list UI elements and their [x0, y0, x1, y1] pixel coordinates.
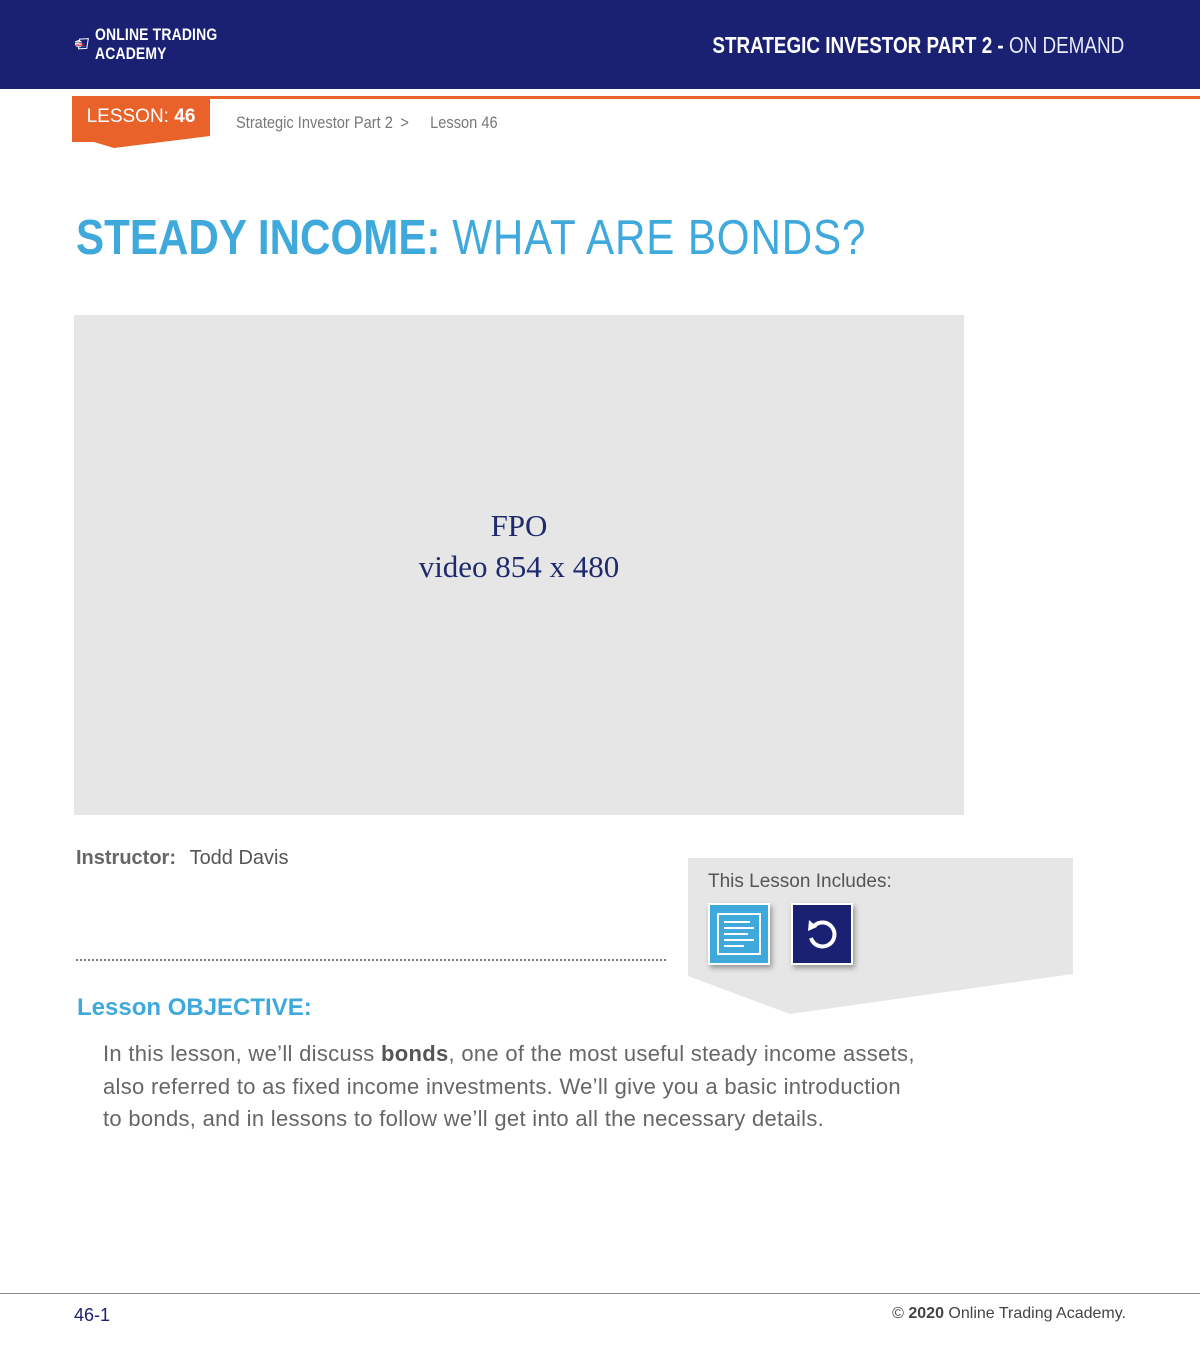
video-placeholder-text	[74, 505, 964, 587]
course-title-light: ON DEMAND	[1008, 32, 1124, 58]
objective-text-start: In this lesson, we’ll discuss	[103, 1041, 381, 1066]
breadcrumb-item-lesson[interactable]: Lesson 46	[430, 113, 498, 132]
page-number: 46-1	[74, 1305, 111, 1325]
course-title-bold: STRATEGIC INVESTOR PART 2 -	[712, 32, 1004, 58]
breadcrumb-separator: >	[400, 113, 409, 132]
page-title	[76, 208, 866, 268]
logo-text	[95, 25, 217, 63]
lesson-number: 46	[174, 106, 196, 127]
video-placeholder-line-1: FPO	[490, 508, 548, 543]
lesson-label: LESSON:	[86, 106, 169, 127]
notes-icon[interactable]	[708, 903, 770, 965]
course-title	[712, 30, 1124, 60]
video-placeholder-line-2: video 854 x 480	[418, 549, 620, 584]
instructor-label: Instructor:	[76, 847, 176, 869]
copyright-owner: Online Trading Academy.	[948, 1305, 1126, 1322]
orange-divider	[209, 96, 1200, 99]
dotted-divider	[76, 959, 666, 961]
lesson-includes-panel	[688, 858, 1073, 1014]
objective-text-bold: bonds	[381, 1041, 449, 1066]
video-placeholder[interactable]	[74, 315, 964, 815]
objective-heading: Lesson OBJECTIVE:	[77, 994, 312, 1021]
logo-line-2: ACADEMY	[94, 44, 167, 63]
copyright-symbol: ©	[892, 1305, 904, 1322]
lesson-tab-text	[72, 106, 210, 128]
page-title-bold: STEADY INCOME:	[76, 211, 441, 265]
objective-text	[103, 1038, 923, 1136]
page-title-light: WHAT ARE BONDS?	[452, 211, 867, 265]
instructor-name: Todd Davis	[189, 847, 289, 869]
logo-line-1: ONLINE TRADING	[94, 25, 218, 44]
copyright	[892, 1305, 1126, 1323]
copyright-year: 2020	[908, 1305, 944, 1322]
objective-text-end: , one of the most useful steady income assets, also referred to as fixed income investments. We’ll give you a basic introduction to bonds, and in lessons to follow we’ll get into all the necessary details.	[103, 1041, 915, 1131]
footer-divider	[0, 1293, 1200, 1294]
academy-logo-icon	[74, 21, 89, 67]
header-bar	[0, 0, 1200, 89]
breadcrumb	[236, 113, 498, 133]
instructor	[76, 847, 289, 870]
replay-icon[interactable]	[791, 903, 853, 965]
breadcrumb-item-course[interactable]: Strategic Investor Part 2	[236, 113, 393, 132]
logo[interactable]	[74, 20, 244, 68]
includes-title: This Lesson Includes:	[708, 871, 892, 892]
lesson-tab	[72, 96, 210, 148]
